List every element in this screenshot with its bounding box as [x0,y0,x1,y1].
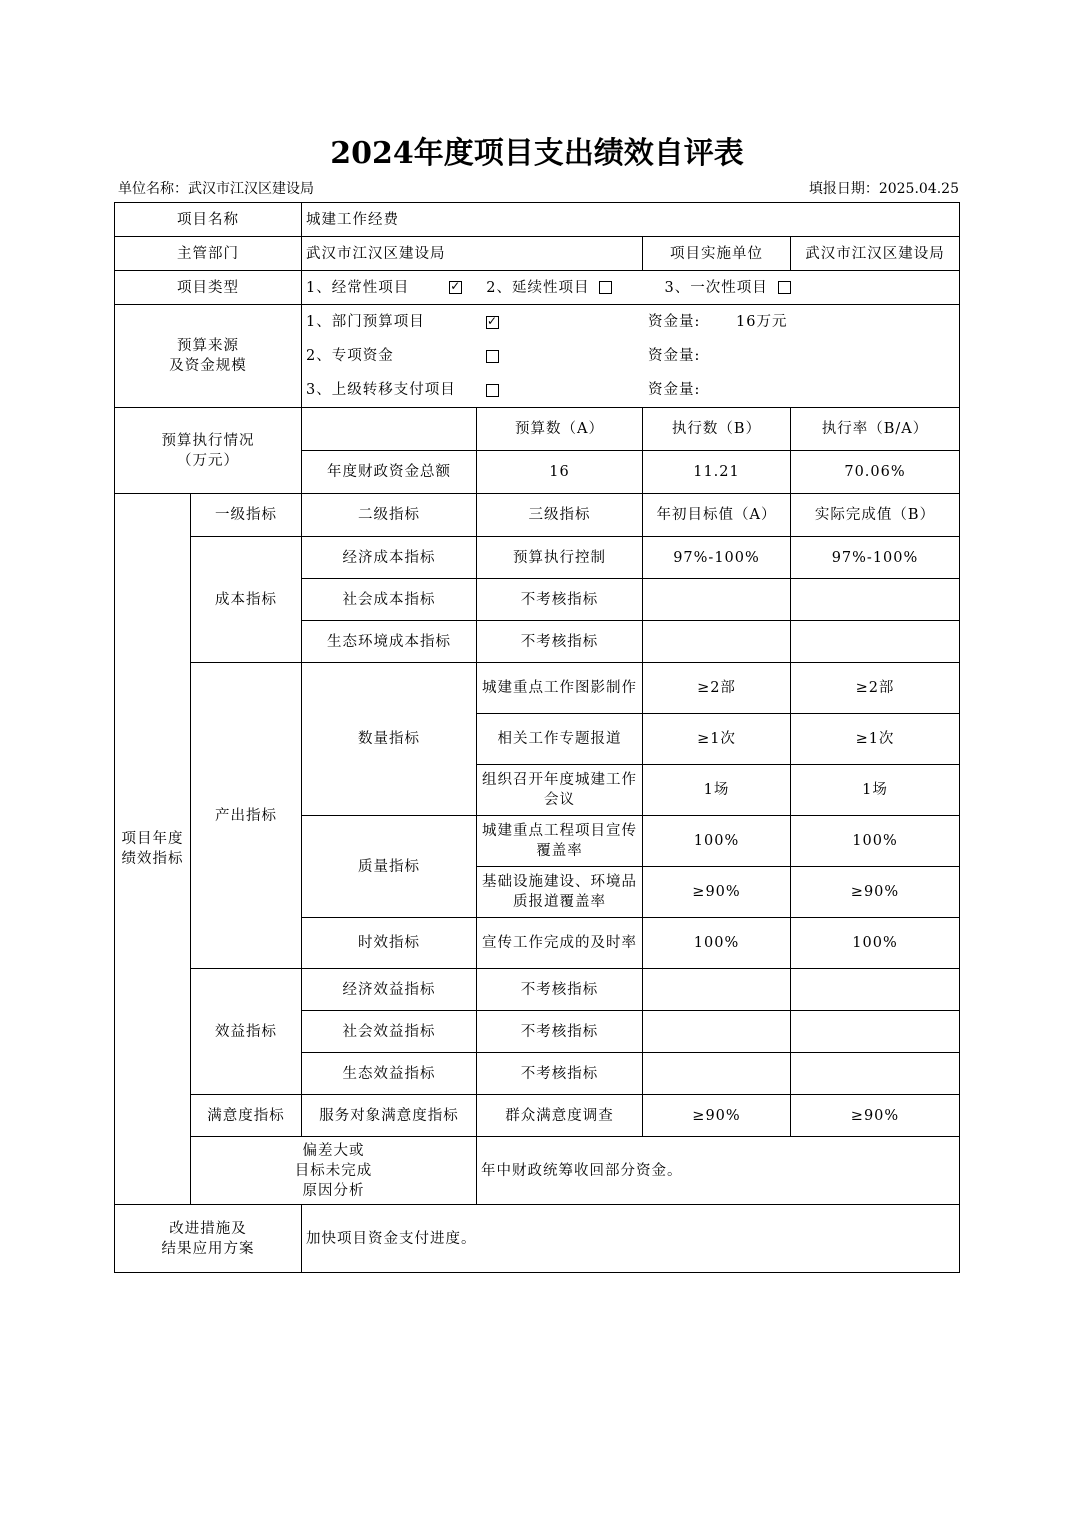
project-type-label: 项目类型 [115,271,302,305]
header-actual: 实际完成值（B） [791,494,960,537]
page-title: 2024年度项目支出绩效自评表 [330,136,744,171]
source-line-transfer: 3、上级转移支付项目 资金量: [306,382,701,398]
source-dept-amount: 16万元 [736,314,788,330]
project-name-label: 项目名称 [115,203,302,237]
type-option-recurring: 1、经常性项目 [306,279,410,296]
checked-box-icon [449,281,462,294]
header-target: 年初目标值（A） [643,494,791,537]
table-row: 生态环境成本指标 不考核指标 [115,621,960,663]
unchecked-box-icon [778,281,791,294]
table-row: 满意度指标 服务对象满意度指标 群众满意度调查 ≥90% ≥90% [115,1095,960,1137]
improvement-plan: 加快项目资金支付进度。 [302,1205,960,1273]
header-level2: 二级指标 [302,494,477,537]
table-row: 效益指标 经济效益指标 不考核指标 [115,969,960,1011]
unchecked-box-icon [486,384,499,397]
deviation-label: 偏差大或 目标未完成 原因分析 [191,1137,477,1205]
impl-unit-label: 项目实施单位 [643,237,791,271]
project-type-options [302,271,960,305]
table-row: 组织召开年度城建工作会议 1场 1场 [115,765,960,816]
table-row: 时效指标 宣传工作完成的及时率 100% 100% [115,918,960,969]
quantity-indicator-label: 数量指标 [302,663,477,816]
dept-value: 武汉市江汉区建设局 [302,237,643,271]
report-date: 填报日期：2025.04.25 [808,181,959,197]
type-option-onetime: 3、一次性项目 [664,279,768,296]
source-line-special: 2、专项资金 资金量: [306,348,701,364]
source-line-dept: 1、部门预算项目 ✓ 资金量: 16万元 [306,305,955,339]
improvement-label: 改进措施及 结果应用方案 [115,1205,302,1273]
cost-indicator-label: 成本指标 [191,537,302,663]
executed-header: 执行数（B） [643,408,791,451]
satisfaction-indicator-label: 满意度指标 [191,1095,302,1137]
checked-box-icon [486,316,499,329]
rate-value: 70.06% [791,451,960,494]
table-row: 质量指标 城建重点工程项目宣传覆盖率 100% 100% [115,816,960,867]
execution-label: 预算执行情况 （万元） [115,408,302,494]
dept-label: 主管部门 [115,237,302,271]
budget-source-details [302,305,960,408]
quality-indicator-label: 质量指标 [302,816,477,918]
rate-header: 执行率（B/A） [791,408,960,451]
executed-value: 11.21 [643,451,791,494]
header-level3: 三级指标 [477,494,643,537]
budget-header: 预算数（A） [477,408,643,451]
table-row: 社会成本指标 不考核指标 [115,579,960,621]
header-level1: 一级指标 [191,494,302,537]
indicator-section-label: 项目年度 绩效指标 [115,494,191,1205]
output-indicator-label: 产出指标 [191,663,302,969]
table-row: 产出指标 数量指标 城建重点工作图影制作 ≥2部 ≥2部 [115,663,960,714]
benefit-indicator-label: 效益指标 [191,969,302,1095]
timeliness-indicator-label: 时效指标 [302,918,477,969]
execution-blank-header [302,408,477,451]
budget-source-label: 预算来源 及资金规模 [115,305,302,408]
project-name-value: 城建工作经费 [302,203,960,237]
table-row: 相关工作专题报道 ≥1次 ≥1次 [115,714,960,765]
budget-value: 16 [477,451,643,494]
table-row: 成本指标 经济成本指标 预算执行控制 97%-100% 97%-100% [115,537,960,579]
table-row: 生态效益指标 不考核指标 [115,1053,960,1095]
impl-unit-value: 武汉市江汉区建设局 [791,237,960,271]
table-row: 基础设施建设、环境品质报道覆盖率 ≥90% ≥90% [115,867,960,918]
evaluation-table [114,202,960,1273]
table-row: 社会效益指标 不考核指标 [115,1011,960,1053]
annual-total-label: 年度财政资金总额 [302,451,477,494]
unchecked-box-icon [599,281,612,294]
unit-name: 单位名称：武汉市江汉区建设局 [118,181,314,197]
deviation-analysis: 年中财政统筹收回部分资金。 [477,1137,960,1205]
type-option-continuing: 2、延续性项目 [486,279,590,296]
unchecked-box-icon [486,350,499,363]
